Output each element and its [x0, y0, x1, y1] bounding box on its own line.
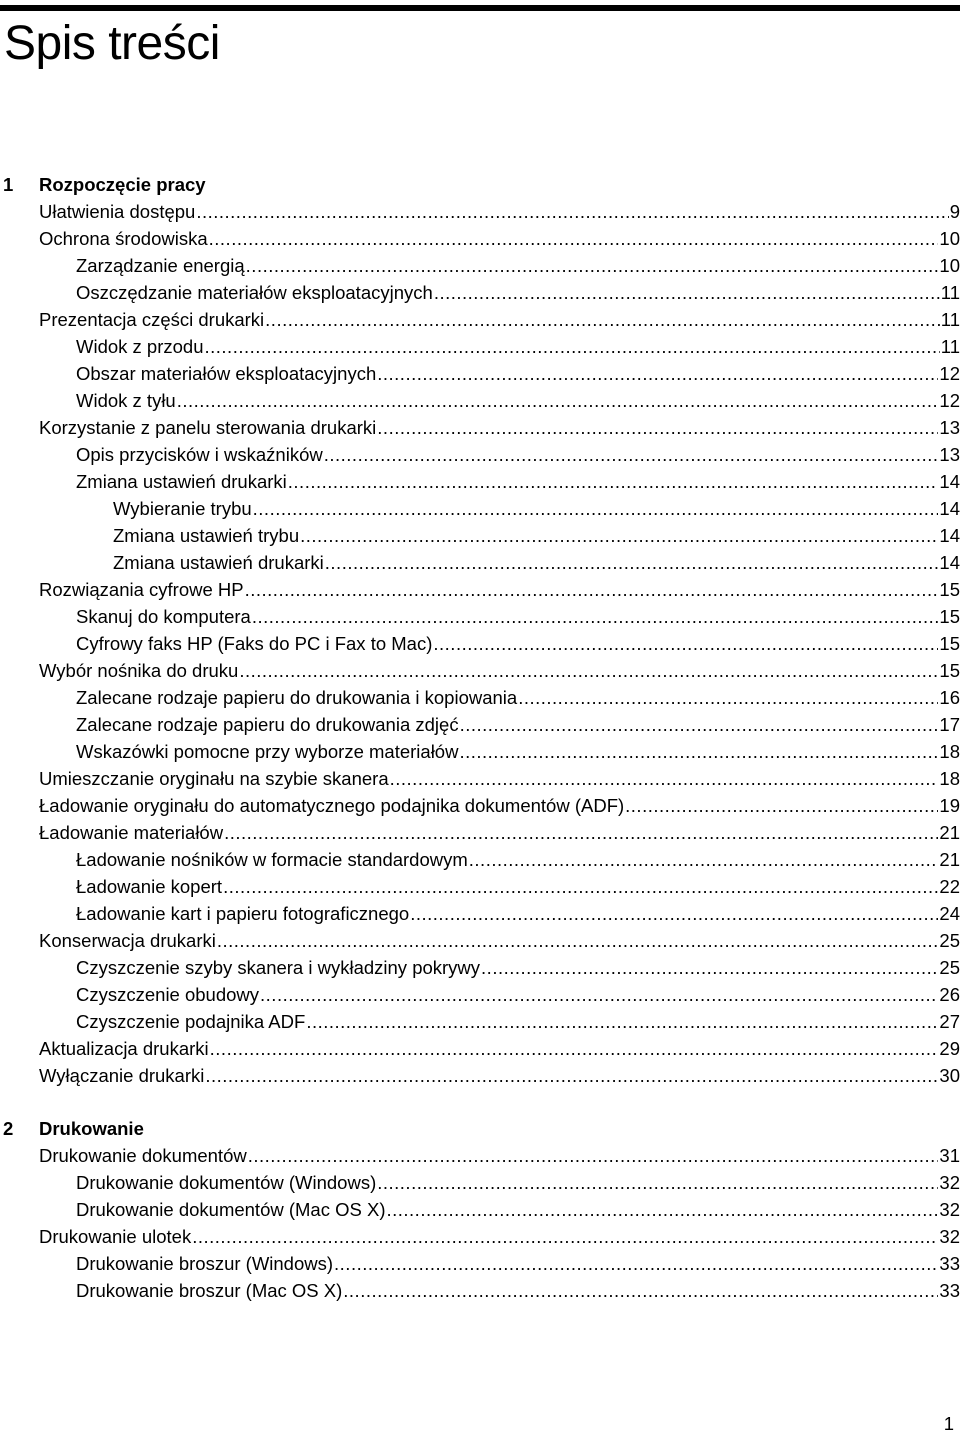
dot-leader [245, 576, 939, 603]
dot-leader [386, 1196, 938, 1223]
toc-entry-page: 31 [939, 1145, 960, 1166]
toc-entry-label: Ładowanie nośników w formacie standardowym [76, 849, 468, 870]
dot-leader [469, 846, 939, 873]
toc-entry[interactable] [0, 657, 960, 684]
toc-entry[interactable] [0, 576, 960, 603]
toc-entry-page: 21 [939, 822, 960, 843]
toc-entry[interactable] [0, 225, 960, 252]
toc-entry[interactable] [0, 1142, 960, 1169]
toc-entry-label: Ładowanie kopert [76, 876, 223, 897]
toc-entry-label: Zalecane rodzaje papieru do drukowania i kopiowania [76, 687, 518, 708]
toc-entry-label: Ochrona środowiska [39, 228, 208, 249]
toc-entry[interactable] [0, 198, 960, 225]
toc-entry-label: Umieszczanie oryginału na szybie skanera [39, 768, 389, 789]
toc-entry-page: 32 [939, 1226, 960, 1247]
dot-leader [246, 252, 939, 279]
dot-leader [377, 360, 938, 387]
toc-entry-label: Ładowanie oryginału do automatycznego podajnika dokumentów (ADF) [39, 795, 625, 816]
toc-entry-label: Zmiana ustawień drukarki [113, 552, 324, 573]
toc-entry-label: Skanuj do komputera [76, 606, 251, 627]
dot-leader [518, 684, 938, 711]
toc-entry-label: Wskazówki pomocne przy wyborze materiałów [76, 741, 459, 762]
toc-entry[interactable] [0, 1062, 960, 1089]
dot-leader [239, 657, 938, 684]
toc-entry[interactable] [0, 738, 960, 765]
toc-entry-label: Drukowanie dokumentów [39, 1145, 247, 1166]
toc-entry-page: 14 [939, 552, 960, 573]
toc-entry[interactable] [0, 954, 960, 981]
toc-entry-page: 24 [939, 903, 960, 924]
toc-entry[interactable] [0, 873, 960, 900]
toc-entry-label: Zalecane rodzaje papieru do drukowania zdjęć [76, 714, 459, 735]
toc-entry[interactable] [0, 981, 960, 1008]
toc-entry-label: Rozwiązania cyfrowe HP [39, 579, 244, 600]
table-of-contents [0, 171, 960, 1304]
toc-entry-page: 32 [939, 1199, 960, 1220]
dot-leader [177, 387, 939, 414]
toc-entry-label: Drukowanie broszur (Windows) [76, 1253, 334, 1274]
dot-leader [390, 765, 939, 792]
dot-leader [224, 819, 938, 846]
toc-entry-page: 29 [939, 1038, 960, 1059]
toc-entry[interactable] [0, 846, 960, 873]
toc-entry-label: Cyfrowy faks HP (Faks do PC i Fax to Mac) [76, 633, 433, 654]
toc-entry-label: Drukowanie broszur (Mac OS X) [76, 1280, 343, 1301]
toc-entry-label: Konserwacja drukarki [39, 930, 216, 951]
toc-entry[interactable] [0, 522, 960, 549]
toc-entry-label: Czyszczenie obudowy [76, 984, 260, 1005]
toc-entry-label: Zmiana ustawień trybu [113, 525, 300, 546]
toc-entry-page: 15 [939, 633, 960, 654]
dot-leader [377, 414, 938, 441]
toc-entry-page: 16 [939, 687, 960, 708]
toc-entry-label: Drukowanie ulotek [39, 1226, 192, 1247]
toc-entry-page: 14 [939, 525, 960, 546]
dot-leader [265, 306, 940, 333]
toc-entry[interactable] [0, 1277, 960, 1304]
toc-entry-page: 18 [939, 741, 960, 762]
toc-entry[interactable] [0, 1223, 960, 1250]
toc-entry[interactable] [0, 1035, 960, 1062]
dot-leader [205, 333, 940, 360]
toc-entry-label: Zmiana ustawień drukarki [76, 471, 287, 492]
toc-entry-page: 15 [939, 579, 960, 600]
toc-entry[interactable] [0, 360, 960, 387]
toc-entry[interactable] [0, 252, 960, 279]
toc-entry-page: 25 [939, 930, 960, 951]
dot-leader [288, 468, 939, 495]
toc-entry-page: 10 [939, 228, 960, 249]
toc-entry[interactable] [0, 792, 960, 819]
toc-entry[interactable] [0, 684, 960, 711]
dot-leader [217, 927, 939, 954]
toc-entry-label: Korzystanie z panelu sterowania drukarki [39, 417, 377, 438]
dot-leader [252, 603, 939, 630]
toc-entry-label: Czyszczenie szyby skanera i wykładziny pokrywy [76, 957, 481, 978]
toc-entry-page: 19 [939, 795, 960, 816]
toc-entry-label: Oszczędzanie materiałów eksploatacyjnych [76, 282, 433, 303]
toc-entry-page: 11 [940, 336, 960, 357]
toc-entry[interactable] [0, 549, 960, 576]
toc-entry-label: Aktualizacja drukarki [39, 1038, 209, 1059]
dot-leader [460, 711, 939, 738]
toc-entry-label: Wybieranie trybu [113, 498, 252, 519]
dot-leader [248, 1142, 939, 1169]
toc-entry-page: 13 [939, 444, 960, 465]
dot-leader [625, 792, 938, 819]
chapter-gap [0, 1089, 960, 1115]
toc-entry-label: Ładowanie kart i papieru fotograficznego [76, 903, 410, 924]
toc-entry[interactable] [0, 765, 960, 792]
toc-entry-page: 30 [939, 1065, 960, 1086]
toc-entry-page: 32 [939, 1172, 960, 1193]
toc-entry-label: Opis przycisków i wskaźników [76, 444, 323, 465]
toc-entry-label: Wyłączanie drukarki [39, 1065, 205, 1086]
dot-leader [210, 1035, 939, 1062]
toc-entry-label: Drukowanie dokumentów (Mac OS X) [76, 1199, 386, 1220]
dot-leader [324, 441, 939, 468]
toc-entry[interactable] [0, 819, 960, 846]
toc-entry[interactable] [0, 468, 960, 495]
toc-entry[interactable] [0, 306, 960, 333]
toc-entry-label: Drukowanie dokumentów (Windows) [76, 1172, 377, 1193]
chapter-number: 2 [3, 1118, 14, 1139]
dot-leader [260, 981, 938, 1008]
toc-entry[interactable] [0, 495, 960, 522]
toc-entry[interactable] [0, 1008, 960, 1035]
chapter-title: Drukowanie [39, 1118, 144, 1139]
toc-entry-page: 15 [939, 606, 960, 627]
toc-entry-label: Obszar materiałów eksploatacyjnych [76, 363, 377, 384]
toc-entry-page: 33 [939, 1253, 960, 1274]
dot-leader [459, 738, 938, 765]
toc-entry[interactable] [0, 414, 960, 441]
dot-leader [334, 1250, 938, 1277]
toc-entry[interactable] [0, 333, 960, 360]
toc-entry[interactable] [0, 279, 960, 306]
toc-entry[interactable] [0, 1250, 960, 1277]
chapter-title: Rozpoczęcie pracy [39, 174, 206, 195]
toc-entry-label: Widok z przodu [76, 336, 204, 357]
toc-entry-page: 12 [939, 390, 960, 411]
toc-entry-label: Wybór nośnika do druku [39, 660, 239, 681]
toc-entry[interactable] [0, 900, 960, 927]
toc-entry-page: 33 [939, 1280, 960, 1301]
page-number: 1 [943, 1413, 954, 1434]
page-title: Spis treści [4, 17, 220, 70]
dot-leader [343, 1277, 938, 1304]
toc-entry-page: 11 [940, 309, 960, 330]
toc-entry-label: Prezentacja części drukarki [39, 309, 265, 330]
dot-leader [223, 873, 938, 900]
chapter-number: 1 [3, 174, 14, 195]
dot-leader [196, 198, 948, 225]
dot-leader [306, 1008, 938, 1035]
toc-entry[interactable] [0, 387, 960, 414]
toc-entry-page: 13 [939, 417, 960, 438]
dot-leader [253, 495, 939, 522]
toc-entry-page: 15 [939, 660, 960, 681]
toc-entry-page: 18 [939, 768, 960, 789]
toc-entry[interactable] [0, 711, 960, 738]
chapter-heading[interactable] [0, 171, 960, 198]
toc-entry[interactable] [0, 1196, 960, 1223]
dot-leader [192, 1223, 938, 1250]
dot-leader [481, 954, 938, 981]
toc-entry-page: 12 [939, 363, 960, 384]
dot-leader [410, 900, 938, 927]
toc-entry-page: 22 [939, 876, 960, 897]
dot-leader [377, 1169, 938, 1196]
toc-entry-label: Czyszczenie podajnika ADF [76, 1011, 306, 1032]
top-rule [0, 5, 960, 11]
toc-entry-page: 21 [939, 849, 960, 870]
dot-leader [300, 522, 938, 549]
toc-entry-page: 25 [939, 957, 960, 978]
toc-entry[interactable] [0, 441, 960, 468]
toc-entry-page: 14 [939, 471, 960, 492]
toc-entry[interactable] [0, 630, 960, 657]
toc-entry-page: 17 [939, 714, 960, 735]
dot-leader [433, 630, 938, 657]
dot-leader [209, 225, 939, 252]
toc-entry[interactable] [0, 603, 960, 630]
toc-entry-page: 14 [939, 498, 960, 519]
toc-entry[interactable] [0, 927, 960, 954]
toc-entry-page: 11 [940, 282, 960, 303]
toc-entry-page: 9 [949, 201, 960, 222]
toc-entry-label: Zarządzanie energią [76, 255, 245, 276]
toc-entry-label: Widok z tyłu [76, 390, 176, 411]
toc-entry-label: Ułatwienia dostępu [39, 201, 196, 222]
toc-entry[interactable] [0, 1169, 960, 1196]
dot-leader [205, 1062, 938, 1089]
toc-entry-page: 10 [939, 255, 960, 276]
dot-leader [325, 549, 939, 576]
toc-entry-label: Ładowanie materiałów [39, 822, 224, 843]
chapter-heading[interactable] [0, 1115, 960, 1142]
dot-leader [434, 279, 940, 306]
toc-entry-page: 26 [939, 984, 960, 1005]
toc-entry-page: 27 [939, 1011, 960, 1032]
